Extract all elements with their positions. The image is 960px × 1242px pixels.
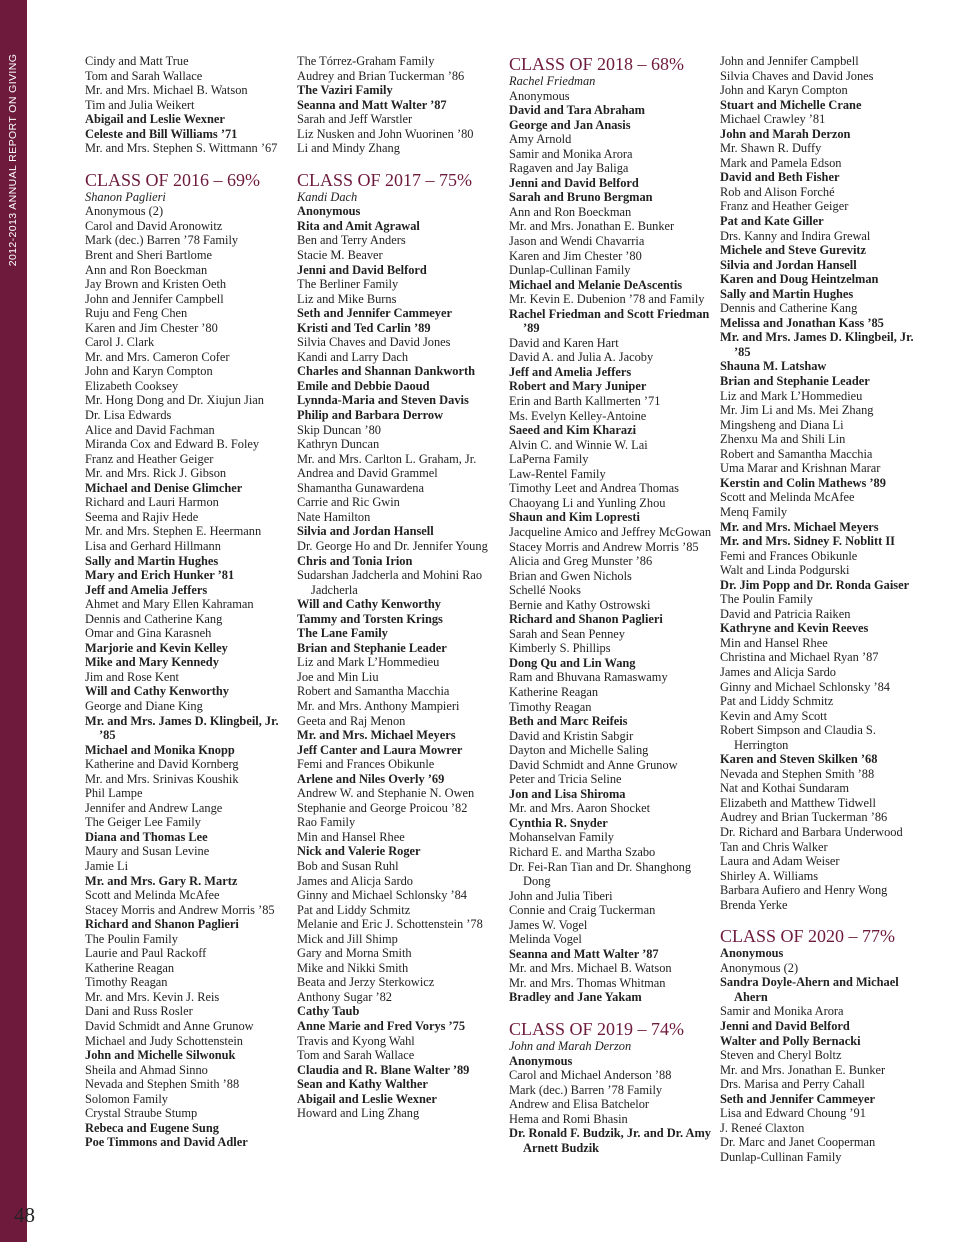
donor-entry: The Poulin Family	[720, 592, 813, 607]
donor-entry: Tim and Julia Weikert	[85, 97, 195, 112]
donor-entry: Shauna M. Latshaw	[720, 359, 827, 374]
donor-entry: The Tórrez-Graham Family	[297, 54, 435, 68]
donor-entry: Mr. and Mrs. Anthony Mampieri	[297, 698, 460, 713]
donor-entry: George and Jan Anasis	[509, 117, 631, 132]
donor-entry: Brian and Stephanie Leader	[297, 640, 447, 655]
donor-entry: Franz and Heather Geiger	[720, 199, 849, 214]
donor-entry: Ahmet and Mary Ellen Kahraman	[85, 597, 254, 612]
donor-entry: The Poulin Family	[85, 931, 178, 946]
donor-entry: David and Patricia Raiken	[720, 606, 851, 621]
donor-entry: Femi and Frances Obikunle	[297, 757, 435, 772]
donor-entry: Timothy Leet and Andrea Thomas	[509, 481, 680, 496]
donor-entry: Lynnda-Maria and Steven Davis	[297, 393, 469, 408]
donor-entry: Mr. and Mrs. James D. Klingbeil, Jr. ’85	[720, 330, 914, 359]
donor-entry: Rob and Alison Forché	[720, 184, 835, 199]
donor-entry: Mr. Hong Dong and Dr. Xiujun Jian	[85, 393, 264, 408]
donor-entry: Tom and Sarah Wallace	[85, 68, 203, 83]
donor-entry: Sudarshan Jadcherla and Mohini Rao Jadcherla	[297, 568, 483, 597]
donor-entry: Dr. Richard and Barbara Underwood	[720, 824, 903, 839]
donor-entry: Celeste and Bill Williams ’71	[85, 126, 238, 141]
donor-entry: Nate Hamilton	[297, 509, 371, 524]
donor-entry: Jason and Wendi Chavarria	[509, 234, 645, 249]
donor-entry: Rachel Friedman and Scott Friedman ’89	[509, 306, 710, 336]
column-3	[509, 54, 717, 1155]
class-chair: Kandi Dach	[297, 189, 358, 204]
class-heading: CLASS OF 2020 – 77%	[720, 926, 896, 947]
donor-entry: Lisa and Gerhard Hillmann	[85, 538, 221, 553]
donor-entry: David Schmidt and Anne Grunow	[85, 1019, 254, 1033]
donor-entry: Jacqueline Amico and Jeffrey McGowan	[509, 524, 712, 539]
donor-entry: Ginny and Michael Schlonsky ’84	[297, 888, 468, 903]
donor-entry: Steven and Cheryl Boltz	[720, 1048, 842, 1063]
donor-entry: Mr. and Mrs. Kevin J. Reis	[85, 989, 220, 1004]
donor-entry: Poe Timmons and David Adler	[85, 1135, 248, 1150]
donor-entry: Jennifer and Andrew Lange	[85, 800, 223, 815]
donor-entry: Joe and Min Liu	[297, 669, 379, 684]
donor-entry: John and Karyn Compton	[85, 364, 213, 379]
donor-entry: Anonymous	[720, 946, 784, 961]
donor-entry: Abigail and Leslie Wexner	[85, 112, 225, 127]
donor-entry: Karen and Doug Heintzelman	[720, 272, 879, 287]
donor-entry: Rebeca and Eugene Sung	[85, 1120, 219, 1135]
donor-entry: Karen and Jim Chester ’80	[85, 320, 218, 335]
donor-entry: Michael Crawley ’81	[720, 112, 826, 127]
column-1	[85, 54, 293, 1150]
donor-entry: Anonymous	[509, 1053, 573, 1068]
donor-entry: Phil Lampe	[85, 786, 143, 801]
donor-entry: Claudia and R. Blane Walter ’89	[297, 1062, 470, 1077]
donor-entry: Bernie and Kathy Ostrowski	[509, 597, 651, 612]
donor-entry: Michael and Monika Knopp	[85, 742, 235, 757]
donor-entry: John and Jennifer Campbell	[720, 54, 859, 68]
donor-entry: Stephanie and George Proicou ’82	[297, 800, 468, 815]
donor-entry: Michael and Denise Glimcher	[85, 480, 243, 495]
donor-entry: Marjorie and Kevin Kelley	[85, 640, 228, 655]
donor-entry: Ruju and Feng Chen	[85, 306, 188, 321]
donor-entry: Mr. and Mrs. Thomas Whitman	[509, 975, 666, 990]
donor-entry: Seanna and Matt Walter ’87	[297, 97, 447, 112]
donor-entry: Mike and Nikki Smith	[297, 960, 409, 975]
donor-entry: Drs. Marisa and Perry Cahall	[720, 1077, 865, 1092]
donor-entry: David and Karen Hart	[509, 335, 619, 350]
side-banner	[0, 0, 27, 1242]
donor-entry: Shirley A. Williams	[720, 868, 819, 883]
donor-entry: David and Kristin Sabgir	[509, 728, 634, 743]
donor-entry: Skip Duncan ’80	[297, 422, 381, 437]
class-heading: CLASS OF 2019 – 74%	[509, 1019, 685, 1039]
donor-entry: Chaoyang Li and Yunling Zhou	[509, 495, 666, 510]
donor-entry: Dr. George Ho and Dr. Jennifer Young	[297, 538, 488, 553]
class-heading: CLASS OF 2016 – 69%	[85, 169, 261, 190]
column-2	[297, 54, 505, 1121]
donor-entry: Dunlap-Cullinan Family	[720, 1149, 842, 1164]
donor-entry: Erin and Barth Kallmerten ’71	[509, 394, 661, 409]
donor-entry: Robert and Samantha Macchia	[720, 446, 873, 461]
donor-entry: Dennis and Catherine Kang	[85, 611, 223, 626]
donor-entry: Alice and David Fachman	[85, 422, 215, 437]
donor-entry: Min and Hansel Rhee	[297, 829, 405, 844]
donor-entry: Kathryn Duncan	[297, 437, 380, 452]
donor-entry: Brent and Sheri Bartlome	[85, 248, 212, 263]
donor-entry: Sarah and Sean Penney	[509, 626, 625, 641]
donor-entry: Carol and David Aronowitz	[85, 218, 223, 233]
donor-entry: Mr. Shawn R. Duffy	[720, 141, 822, 156]
donor-entry: Jamie Li	[85, 858, 129, 873]
donor-entry: Anthony Sugar ’82	[297, 989, 392, 1004]
donor-entry: Crystal Straube Stump	[85, 1106, 198, 1121]
donor-entry: Karen and Steven Skilken ’68	[720, 752, 878, 767]
donor-entry: Amy Arnold	[509, 132, 572, 147]
donor-entry: Carrie and Ric Gwin	[297, 495, 400, 510]
donor-entry: Dr. Lisa Edwards	[85, 408, 172, 423]
donor-entry: Mr. and Mrs. Cameron Cofer	[85, 349, 230, 364]
donor-entry: Robert Simpson and Claudia S. Herrington	[720, 723, 876, 752]
donor-entry: Schellé Nooks	[509, 583, 581, 598]
donor-entry: Kandi and Larry Dach	[297, 349, 409, 364]
donor-entry: Mr. and Mrs. Jonathan E. Bunker	[720, 1062, 886, 1077]
donor-entry: Silvia Chaves and David Jones	[297, 335, 451, 350]
donor-entry: Miranda Cox and Edward B. Foley	[85, 437, 260, 452]
donor-entry: Laura and Adam Weiser	[720, 854, 840, 869]
donor-entry: Nat and Kothai Sundaram	[720, 781, 850, 796]
donor-entry: Alvin C. and Winnie W. Lai	[509, 437, 648, 452]
report-title: 2012-2013 ANNUAL REPORT ON GIVING	[7, 53, 19, 267]
donor-entry: Peter and Tricia Seline	[509, 772, 622, 787]
donor-entry: Bradley and Jane Yakam	[509, 990, 642, 1005]
donor-entry: Sarah and Jeff Warstler	[297, 112, 413, 127]
donor-entry: Seth and Jennifer Cammeyer	[297, 306, 452, 321]
donor-entry: Li and Mindy Zhang	[297, 141, 400, 156]
donor-entry: Femi and Frances Obikunle	[720, 548, 858, 563]
donor-entry: Richard and Shanon Paglieri	[509, 612, 663, 627]
donor-entry: Kerstin and Colin Mathews ’89	[720, 475, 886, 490]
donor-entry: James W. Vogel	[509, 917, 588, 932]
donor-entry: Melanie and Eric J. Schottenstein ’78	[297, 917, 483, 932]
donor-entry: Scott and Melinda McAfee	[720, 490, 855, 505]
donor-entry: Uma Marar and Krishnan Marar	[720, 461, 881, 476]
donor-entry: Mark (dec.) Barren ’78 Family	[85, 233, 239, 248]
donor-entry: Brian and Stephanie Leader	[720, 374, 870, 389]
class-chair: John and Marah Derzon	[509, 1039, 632, 1053]
donor-entry: Samir and Monika Arora	[720, 1004, 844, 1019]
donor-entry: Diana and Thomas Lee	[85, 829, 208, 844]
donor-entry: Cynthia R. Snyder	[509, 815, 608, 830]
donor-entry: Michael and Melanie DeAscentis	[509, 277, 683, 292]
donor-entry: The Geiger Lee Family	[85, 815, 201, 830]
donor-entry: Dr. Ronald F. Budzik, Jr. and Dr. Amy Arnett Budzik	[509, 1126, 711, 1155]
donor-entry: Travis and Kyong Wahl	[297, 1033, 415, 1048]
donor-entry: Ann and Ron Boeckman	[509, 204, 632, 219]
donor-entry: Bob and Susan Ruhl	[297, 858, 399, 873]
donor-entry: Beata and Jerzy Sterkowicz	[297, 975, 435, 990]
donor-entry: Mick and Jill Shimp	[297, 931, 398, 946]
class-chair: Shanon Paglieri	[85, 189, 166, 204]
donor-entry: Chris and Tonia Irion	[297, 553, 413, 568]
donor-entry: Timothy Reagan	[509, 699, 592, 714]
donor-entry: Mr. and Mrs. Gary R. Martz	[85, 873, 238, 888]
donor-entry: LaPerna Family	[509, 452, 589, 467]
donor-entry: David and Tara Abraham	[509, 103, 645, 118]
donor-entry: Lisa and Edward Choung ’91	[720, 1106, 866, 1121]
donor-entry: Mr. and Mrs. Srinivas Koushik	[85, 771, 239, 786]
donor-entry: Nevada and Stephen Smith ’88	[720, 766, 875, 781]
donor-entry: Kimberly S. Phillips	[509, 641, 611, 656]
donor-entry: Rita and Amit Agrawal	[297, 218, 420, 233]
donor-entry: Drs. Kanny and Indira Grewal	[720, 228, 871, 243]
donor-entry: Kristi and Ted Carlin ’89	[297, 320, 431, 335]
donor-entry: Ms. Evelyn Kelley-Antoine	[509, 408, 647, 423]
donor-entry: Mark and Pamela Edson	[720, 155, 842, 170]
donor-entry: Ram and Bhuvana Ramaswamy	[509, 670, 668, 685]
donor-entry: Jeff and Amelia Jeffers	[509, 364, 632, 379]
donor-entry: Sally and Martin Hughes	[85, 553, 219, 568]
donor-entry: Robert and Mary Juniper	[509, 379, 647, 394]
donor-entry: Seth and Jennifer Cammeyer	[720, 1091, 875, 1106]
class-heading: CLASS OF 2017 – 75%	[297, 169, 473, 190]
donor-entry: Richard E. and Martha Szabo	[509, 844, 656, 859]
donor-entry: Mr. and Mrs. Rick J. Gibson	[85, 466, 227, 481]
donor-entry: Abigail and Leslie Wexner	[297, 1091, 437, 1106]
donor-entry: Christina and Michael Ryan ’87	[720, 650, 879, 665]
donor-entry: Rao Family	[297, 815, 356, 830]
donor-entry: Alicia and Greg Munster ’86	[509, 554, 653, 569]
donor-entry: Philip and Barbara Derrow	[297, 408, 444, 423]
donor-entry: Zhenxu Ma and Shili Lin	[720, 432, 846, 447]
donor-entry: George and Diane King	[85, 698, 203, 713]
donor-entry: Stuart and Michelle Crane	[720, 97, 862, 112]
donor-entry: Sarah and Bruno Bergman	[509, 190, 653, 205]
donor-entry: Jenni and David Belford	[720, 1019, 850, 1033]
donor-entry: Mr. and Mrs. Michael B. Watson	[509, 961, 672, 976]
donor-entry: Howard and Ling Zhang	[297, 1106, 420, 1121]
donor-entry: Samir and Monika Arora	[509, 146, 633, 161]
donor-entry: Carol J. Clark	[85, 335, 155, 350]
class-chair: Rachel Friedman	[509, 74, 596, 88]
donor-entry: Dr. Fei-Ran Tian and Dr. Shanghong Dong	[509, 859, 692, 889]
donor-entry: Omar and Gina Karasneh	[85, 626, 212, 641]
donor-entry: Franz and Heather Geiger	[85, 451, 214, 466]
donor-entry: Charles and Shannan Dankworth	[297, 364, 476, 379]
donor-entry: Mr. and Mrs. James D. Klingbeil, Jr. ’85	[85, 713, 279, 743]
donor-entry: Mr. and Mrs. Aaron Shocket	[509, 801, 651, 816]
donor-entry: Mr. and Mrs. Sidney F. Noblitt II	[720, 534, 895, 549]
donor-entry: Liz and Mark L’Hommedieu	[297, 655, 440, 670]
donor-entry: Walt and Linda Podgurski	[720, 563, 850, 578]
donor-entry: Kathryne and Kevin Reeves	[720, 621, 869, 636]
donor-entry: The Vaziri Family	[297, 83, 393, 98]
donor-entry: Hema and Romi Bhasin	[509, 1111, 628, 1126]
donor-entry: Ragaven and Jay Baliga	[509, 161, 629, 176]
donor-entry: Ginny and Michael Schlonsky ’84	[720, 679, 891, 694]
donor-entry: James and Alicja Sardo	[720, 664, 836, 679]
donor-entry: Law-Rentel Family	[509, 466, 606, 481]
donor-entry: David Schmidt and Anne Grunow	[509, 757, 678, 772]
donor-entry: Dong Qu and Lin Wang	[509, 655, 636, 670]
donor-entry: Nick and Valerie Roger	[297, 844, 421, 859]
donor-entry: Shaun and Kim Lopresti	[509, 510, 640, 525]
donor-entry: Melinda Vogel	[509, 932, 582, 947]
donor-entry: John and Julia Tiberi	[509, 888, 613, 903]
donor-entry: Mingsheng and Diana Li	[720, 417, 844, 432]
donor-entry: J. Reneé Claxton	[720, 1120, 805, 1135]
donor-entry: David A. and Julia A. Jacoby	[509, 350, 654, 365]
donor-entry: Solomon Family	[85, 1091, 168, 1106]
donor-entry: Tom and Sarah Wallace	[297, 1048, 415, 1063]
donor-entry: Saeed and Kim Kharazi	[509, 423, 637, 438]
donor-entry: Sally and Martin Hughes	[720, 286, 854, 301]
donor-entry: Silvia Chaves and David Jones	[720, 68, 874, 83]
donor-entry: Emile and Debbie Daoud	[297, 378, 430, 393]
donor-entry: James and Alicja Sardo	[297, 873, 413, 888]
donor-entry: The Berliner Family	[297, 277, 399, 292]
donor-entry: Menq Family	[720, 504, 788, 519]
donor-entry: John and Jennifer Campbell	[85, 291, 224, 306]
donor-entry: Audrey and Brian Tuckerman ’86	[720, 810, 888, 825]
donor-entry: Anonymous (2)	[85, 204, 164, 219]
donor-entry: Timothy Reagan	[85, 975, 168, 990]
donor-entry: Dunlap-Cullinan Family	[509, 263, 631, 278]
donor-entry: Katherine Reagan	[509, 684, 599, 699]
donor-entry: Mr. and Mrs. Michael Meyers	[720, 519, 879, 534]
donor-entry: Robert and Samantha Macchia	[297, 684, 450, 699]
donor-entry: Dennis and Catherine Kang	[720, 301, 858, 316]
donor-entry: Richard and Lauri Harmon	[85, 495, 219, 510]
donor-entry: Laurie and Paul Rackoff	[85, 946, 207, 961]
donor-entry: Brenda Yerke	[720, 897, 788, 912]
donor-entry: Dr. Marc and Janet Cooperman	[720, 1135, 876, 1150]
donor-entry: Mr. and Mrs. Michael Meyers	[297, 728, 456, 743]
donor-entry: Mr. Jim Li and Ms. Mei Zhang	[720, 403, 874, 418]
donor-entry: Dr. Jim Popp and Dr. Ronda Gaiser	[720, 577, 910, 592]
donor-entry: Anonymous (2)	[720, 960, 799, 975]
donor-entry: Liz Nusken and John Wuorinen ’80	[297, 126, 474, 141]
donor-entry: Mark (dec.) Barren ’78 Family	[509, 1082, 663, 1097]
donor-entry: Dayton and Michelle Saling	[509, 743, 649, 758]
donor-entry: Brian and Gwen Nichols	[509, 568, 632, 583]
donor-entry: Arlene and Niles Overly ’69	[297, 771, 445, 786]
donor-entry: Andrew W. and Stephanie N. Owen	[297, 786, 475, 801]
donor-entry: Jay Brown and Kristen Oeth	[85, 277, 227, 292]
donor-entry: Anne Marie and Fred Vorys ’75	[297, 1019, 466, 1033]
donor-entry: Liz and Mike Burns	[297, 291, 397, 306]
donor-entry: Silvia and Jordan Hansell	[297, 524, 434, 539]
donor-entry: Sheila and Ahmad Sinno	[85, 1062, 208, 1077]
column-4	[720, 54, 928, 1164]
donor-entry: Barbara Aufiero and Henry Wong	[720, 883, 888, 898]
donor-entry: Anonymous	[297, 204, 361, 219]
donor-entry: Melissa and Jonathan Kass ’85	[720, 315, 884, 330]
donor-entry: Dani and Russ Rosler	[85, 1004, 193, 1019]
donor-entry: Shamantha Gunawardena	[297, 480, 424, 495]
donor-entry: Min and Hansel Rhee	[720, 635, 828, 650]
donor-entry: Cathy Taub	[297, 1004, 360, 1019]
donor-entry: Sean and Kathy Walther	[297, 1077, 428, 1092]
page-number: 48	[14, 1203, 35, 1227]
donor-entry: Pat and Liddy Schmitz	[720, 694, 834, 709]
donor-entry: Mr. and Mrs. Carlton L. Graham, Jr.	[297, 451, 477, 466]
donor-entry: Seema and Rajiv Hede	[85, 509, 199, 524]
donor-entry: Connie and Craig Tuckerman	[509, 903, 656, 918]
donor-entry: Scott and Melinda McAfee	[85, 888, 220, 903]
donor-entry: Jeff Canter and Laura Mowrer	[297, 742, 463, 757]
donor-entry: Liz and Mark L’Hommedieu	[720, 388, 863, 403]
donor-entry: Katherine Reagan	[85, 960, 175, 975]
donor-entry: Richard and Shanon Paglieri	[85, 917, 239, 932]
donor-entry: Pat and Kate Giller	[720, 214, 824, 229]
donor-entry: Silvia and Jordan Hansell	[720, 257, 857, 272]
donor-entry: John and Marah Derzon	[720, 126, 851, 141]
donor-entry: John and Karyn Compton	[720, 83, 848, 98]
donor-entry: Jeff and Amelia Jeffers	[85, 582, 208, 597]
donor-entry: Michele and Steve Gurevitz	[720, 243, 867, 258]
donor-entry: David and Beth Fisher	[720, 170, 840, 185]
donor-entry: Katherine and David Kornberg	[85, 757, 239, 772]
donor-entry: Jenni and David Belford	[297, 262, 427, 277]
donor-entry: Mr. and Mrs. Jonathan E. Bunker	[509, 219, 675, 234]
donor-entry: Jim and Rose Kent	[85, 669, 179, 684]
donor-entry: Maury and Susan Levine	[85, 844, 210, 859]
donor-entry: Kevin and Amy Scott	[720, 708, 828, 723]
donor-entry: Stacey Morris and Andrew Morris ’85	[85, 902, 275, 917]
donor-entry: Beth and Marc Reifeis	[509, 714, 628, 729]
donor-entry: Anonymous	[509, 88, 570, 103]
donor-entry: Mr. Kevin E. Dubenion ’78 and Family	[509, 292, 705, 307]
donor-entry: Will and Cathy Kenworthy	[85, 684, 230, 699]
donor-entry: Elizabeth and Matthew Tidwell	[720, 795, 876, 810]
donor-entry: Audrey and Brian Tuckerman ’86	[297, 68, 465, 83]
donor-entry: Stacie M. Beaver	[297, 248, 383, 263]
donor-entry: John and Michelle Silwonuk	[85, 1048, 236, 1063]
donor-entry: Jon and Lisa Shiroma	[509, 786, 626, 801]
donor-entry: Elizabeth Cooksey	[85, 378, 179, 393]
donor-entry: Nevada and Stephen Smith ’88	[85, 1077, 240, 1092]
donor-entry: Karen and Jim Chester ’80	[509, 248, 642, 263]
donor-entry: Cindy and Matt True	[85, 54, 189, 68]
donor-entry: Mohanselvan Family	[509, 830, 614, 845]
donor-entry: Mr. and Mrs. Michael B. Watson	[85, 83, 248, 98]
donor-entry: Carol and Michael Anderson ’88	[509, 1068, 672, 1083]
donor-entry: Mary and Erich Hunker ’81	[85, 568, 235, 583]
donor-entry: Tan and Chris Walker	[720, 839, 828, 854]
donor-entry: Geeta and Raj Menon	[297, 713, 406, 728]
donor-entry: Jenni and David Belford	[509, 175, 639, 190]
donor-entry: Stacey Morris and Andrew Morris ’85	[509, 539, 699, 554]
donor-entry: Tammy and Torsten Krings	[297, 611, 443, 626]
donor-entry: Mike and Mary Kennedy	[85, 655, 219, 670]
donor-entry: Gary and Morna Smith	[297, 946, 412, 961]
donor-entry: Michael and Judy Schottenstein	[85, 1033, 243, 1048]
donor-entry: Will and Cathy Kenworthy	[297, 597, 442, 612]
donor-entry: Pat and Liddy Schmitz	[297, 902, 411, 917]
donor-entry: The Lane Family	[297, 626, 388, 641]
donor-entry: Ann and Ron Boeckman	[85, 262, 208, 277]
donor-entry: Sandra Doyle-Ahern and Michael Ahern	[720, 975, 899, 1004]
donor-entry: Andrew and Elisa Batchelor	[509, 1097, 650, 1112]
donor-entry: Andrea and David Grammel	[297, 466, 438, 481]
donor-entry: Mr. and Mrs. Stephen E. Heermann	[85, 524, 262, 539]
donor-entry: Ben and Terry Anders	[297, 233, 406, 248]
class-heading: CLASS OF 2018 – 68%	[509, 54, 685, 74]
donor-entry: Seanna and Matt Walter ’87	[509, 946, 659, 961]
donor-entry: Mr. and Mrs. Stephen S. Wittmann ’67	[85, 141, 278, 156]
donor-entry: Walter and Polly Bernacki	[720, 1033, 861, 1048]
